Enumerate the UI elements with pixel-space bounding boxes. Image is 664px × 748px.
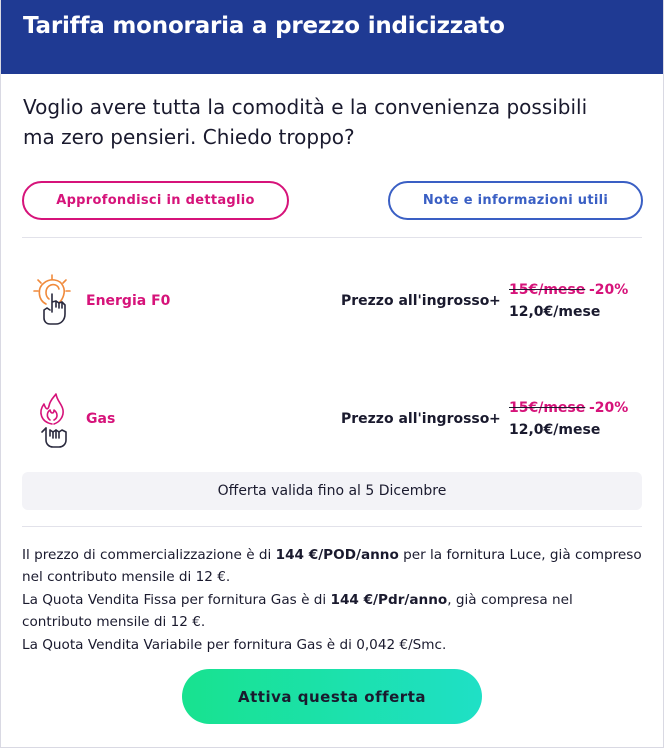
info-luce-c: per la fornitura Luce, già compreso nel contributo mensile di 12 €. [22,547,642,586]
note-info-button[interactable]: Note e informazioni utili [388,181,643,220]
offer-name: Energia F0 [86,293,171,309]
wholesale-price-label: Prezzo all'ingrosso [341,411,490,427]
offer-name: Gas [86,411,116,427]
activate-offer-button[interactable]: Attiva questa offerta [182,669,482,724]
page-title: Tariffa monoraria a prezzo indicizzato [23,13,505,39]
offer-row-gas [22,382,642,462]
offer-info-text [22,544,647,656]
divider [22,237,642,238]
validity-text: Offerta valida fino al 5 Dicembre [217,483,447,499]
info-gas-fissa-a: La Quota Vendita Fissa per fornitura Gas è di [22,591,331,608]
info-gas-fissa-c: , già compresa nel contributo mensile di 12 €. [22,591,573,631]
discount-badge: -20% [589,400,629,416]
offer-row-energia [22,264,642,344]
flame-hand-icon [32,392,76,450]
info-gas-variabile: La Quota Vendita Variabile per fornitura Gas è di 0,042 €/Smc. [22,636,447,653]
plus-sign: + [489,293,501,309]
old-price: 15€/mese [509,400,586,416]
wholesale-price-label: Prezzo all'ingrosso [341,293,490,309]
plus-sign: + [489,411,501,427]
info-luce-a: Il prezzo di commercializzazione è di [22,547,276,563]
info-gas-fissa-price: 144 €/Pdr/anno [330,591,448,608]
lightbulb-hand-icon [32,274,76,332]
approfondisci-button[interactable]: Approfondisci in dettaglio [22,181,289,220]
info-luce-price: 144 €/POD/anno [275,547,399,563]
new-price: 12,0€/mese [509,304,601,320]
offer-subtitle: Voglio avere tutta la comodità e la convenienza possibili ma zero pensieri. Chiedo troppo? [23,95,588,149]
divider [22,526,642,527]
new-price: 12,0€/mese [509,422,601,438]
discount-badge: -20% [589,282,629,298]
offer-validity [22,472,642,510]
old-price: 15€/mese [509,282,586,298]
card-header [1,0,663,74]
